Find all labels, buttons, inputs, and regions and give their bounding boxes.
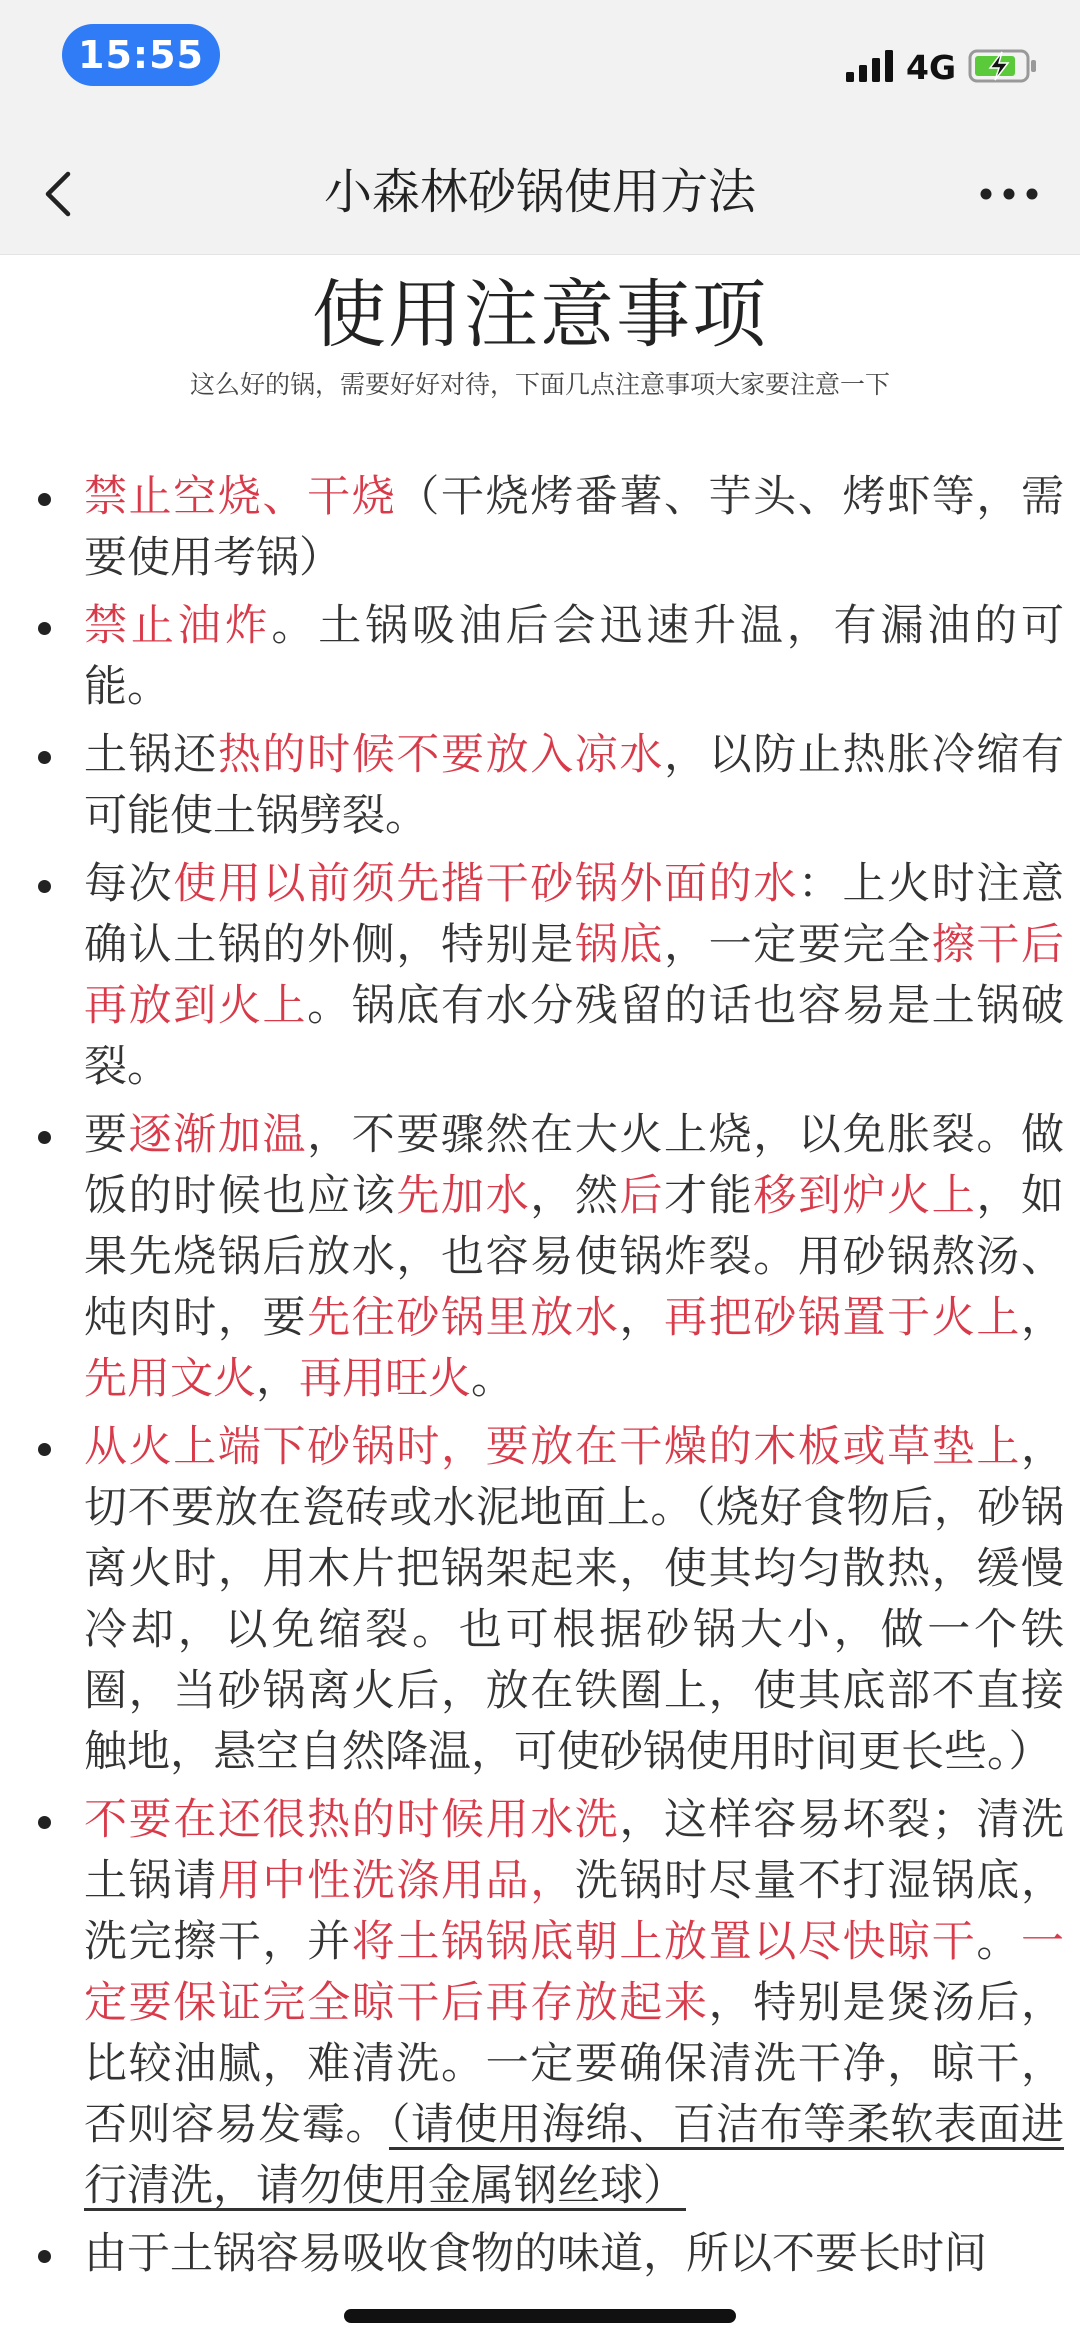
note-text: 土锅还 — [84, 730, 218, 780]
note-text: 洗锅时尽量不打湿锅底，洗完擦干，并 — [84, 1856, 1065, 1967]
highlighted-text: 先用文火 — [84, 1354, 256, 1404]
note-item — [84, 467, 1064, 589]
note-item — [84, 725, 1064, 847]
highlighted-text: 锅底 — [574, 920, 665, 970]
note-text: （请使用海绵、百洁布等柔软表面进行清洗，请勿使用金属钢丝球） — [84, 2100, 1065, 2211]
note-item — [84, 596, 1064, 718]
status-bar — [0, 0, 1080, 132]
note-text: 要 — [84, 1110, 129, 1160]
battery-charging-icon — [968, 48, 1038, 84]
note-text: ，特别是煲汤后，比较油腻，难清洗。一定要确保清洗干净，晾干，否则容易发霉。 — [84, 1978, 1065, 2150]
note-text: 才能 — [664, 1171, 754, 1221]
note-text: ， — [256, 1354, 299, 1404]
highlighted-text: 后 — [619, 1171, 665, 1221]
highlighted-text: 再用旺火 — [299, 1354, 471, 1404]
highlighted-text: 不要在还很热的时候用水洗 — [84, 1795, 620, 1845]
note-text: ：上火时注意确认土锅的外侧，特别是 — [84, 859, 1065, 970]
note-text: （干烧烤番薯、芋头、烤虾等，需要使用考锅） — [84, 472, 1065, 583]
note-text: ，一定要完全 — [664, 920, 932, 970]
note-item — [84, 1417, 1064, 1783]
article-subtitle: 这么好的锅，需要好好对待，下面几点注意事项大家要注意一下 — [189, 370, 890, 399]
note-text: ，然 — [530, 1171, 620, 1221]
note-item — [84, 854, 1064, 1098]
highlighted-text: 使用以前须先揩干砂锅外面的水 — [173, 859, 798, 909]
highlighted-text: 移到炉火上 — [753, 1171, 977, 1221]
more-options-icon[interactable] — [972, 162, 1046, 226]
note-text: ， — [1021, 1293, 1065, 1343]
note-text: ，这样容易坏裂；清洗土锅请 — [84, 1795, 1065, 1906]
home-indicator[interactable] — [344, 2309, 736, 2323]
article-heading: 使用注意事项 — [312, 272, 768, 358]
highlighted-text: 一定要保证完全晾干后再存放起来 — [84, 1917, 1065, 2028]
note-item — [84, 1105, 1064, 1410]
highlighted-text: 擦干后再放到火上 — [84, 920, 1065, 1031]
network-type: 4G — [906, 48, 957, 87]
status-time[interactable]: 15:55 — [62, 24, 220, 86]
highlighted-text: 禁止空烧、干烧 — [84, 472, 397, 522]
note-text: ， — [619, 1293, 665, 1343]
highlighted-text: 将土锅锅底朝上放置以尽快晾干 — [351, 1917, 977, 1967]
back-arrow-icon[interactable] — [30, 162, 90, 226]
highlighted-text: 先往砂锅里放水 — [307, 1293, 620, 1343]
note-text: ，不要骤然在大火上烧，以免胀裂。做饭的时候也应该 — [84, 1110, 1065, 1221]
note-text: 。锅底有水分残留的话也容易是土锅破裂。 — [84, 981, 1065, 1092]
highlighted-text: 逐渐加温 — [128, 1110, 308, 1160]
note-text: 。 — [471, 1354, 514, 1404]
nav-bar — [0, 132, 1080, 255]
note-text: 。 — [976, 1917, 1022, 1967]
note-text: ，如果先烧锅后放水，也容易使锅炸裂。用砂锅熬汤、炖肉时，要 — [84, 1171, 1065, 1343]
highlighted-text: 先加水 — [396, 1171, 531, 1221]
page-title: 小森林砂锅使用方法 — [323, 164, 756, 220]
note-text: ，以防止热胀冷缩有可能使土锅劈裂。 — [84, 730, 1065, 841]
note-text: 。土锅吸油后会迅速升温，有漏油的可能。 — [84, 601, 1065, 712]
highlighted-text: 禁止油炸 — [84, 601, 272, 651]
highlighted-text: 用中性洗涤用品， — [217, 1856, 575, 1906]
cellular-signal-icon — [846, 50, 896, 82]
highlighted-text: 从火上端下砂锅时，要放在干燥的木板或草垫上 — [84, 1422, 1021, 1472]
notes-list — [0, 467, 1064, 2292]
note-text: ，切不要放在瓷砖或水泥地面上。（烧好食物后，砂锅离火时，用木片把锅架起来，使其均匀散热，缓慢冷却，以免缩裂。也可根据砂锅大小，做一个铁圈，当砂锅离火后，放在铁圈上，使其底部不直接触地，悬空自然降温，可使砂锅使用时间更长些。） — [84, 1422, 1064, 1777]
note-text: 由于土锅容易吸收食物的味道，所以不要长时间 — [84, 2229, 987, 2279]
note-item — [84, 1790, 1064, 2217]
highlighted-text: 热的时候不要放入凉水 — [217, 730, 665, 780]
note-text: 每次 — [84, 859, 174, 909]
article-content[interactable] — [0, 255, 1080, 2339]
highlighted-text: 再把砂锅置于火上 — [664, 1293, 1022, 1343]
note-item — [84, 2224, 1064, 2285]
